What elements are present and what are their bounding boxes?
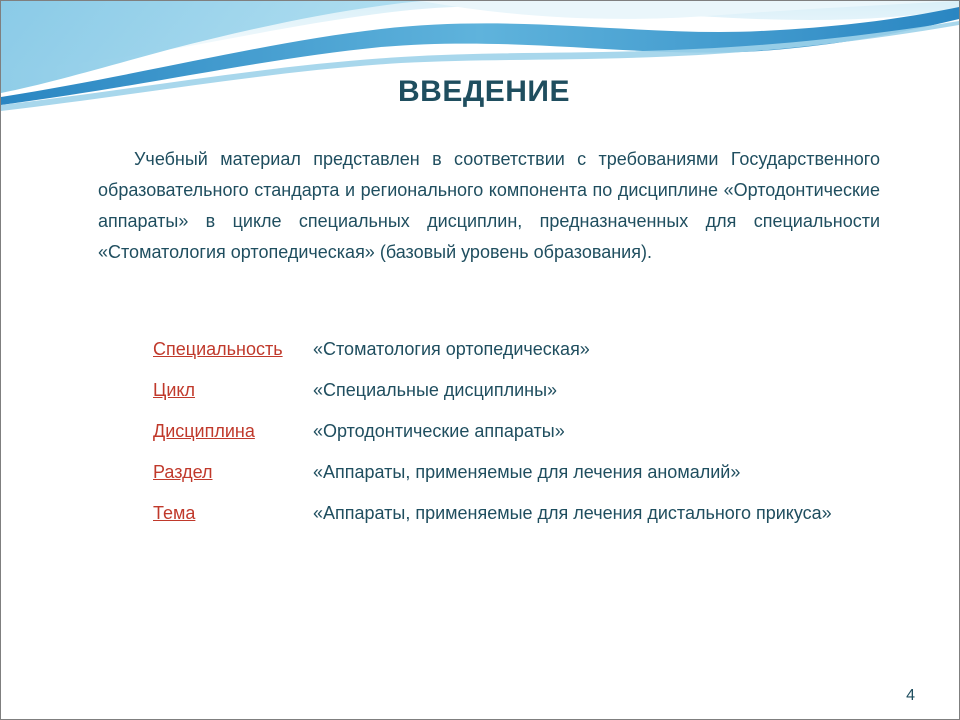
decorative-wave-header	[1, 1, 959, 131]
specialty-link[interactable]: Специальность	[153, 339, 283, 359]
section-link[interactable]: Раздел	[153, 462, 213, 482]
cycle-link[interactable]: Цикл	[153, 380, 195, 400]
topic-link[interactable]: Тема	[153, 503, 196, 523]
discipline-link[interactable]: Дисциплина	[153, 421, 255, 441]
detail-row-cycle	[153, 375, 853, 416]
specialty-value: «Стоматология ортопедическая»	[313, 339, 590, 359]
discipline-value: «Ортодонтические аппараты»	[313, 421, 565, 441]
cycle-value: «Специальные дисциплины»	[313, 380, 558, 400]
topic-value: «Аппараты, применяемые для лечения дистального прикуса»	[313, 503, 832, 523]
detail-row-discipline	[153, 416, 853, 457]
slide-title: ВВЕДЕНИЕ	[398, 75, 570, 108]
detail-row-specialty	[153, 334, 853, 375]
page-number: 4	[906, 687, 915, 704]
course-details-list	[153, 334, 853, 560]
detail-row-topic	[153, 498, 853, 560]
intro-paragraph: Учебный материал представлен в соответствии с требованиями Государственного образовательного стандарта и регионального компонента по дисциплине «Ортодонтические аппараты» в цикле специальных дисциплин, предназначенных для специальности «Стоматология ортопедическая» (базовый уровень образования).	[98, 149, 880, 262]
detail-row-section	[153, 457, 853, 498]
section-value: «Аппараты, применяемые для лечения аномалий»	[313, 462, 741, 482]
